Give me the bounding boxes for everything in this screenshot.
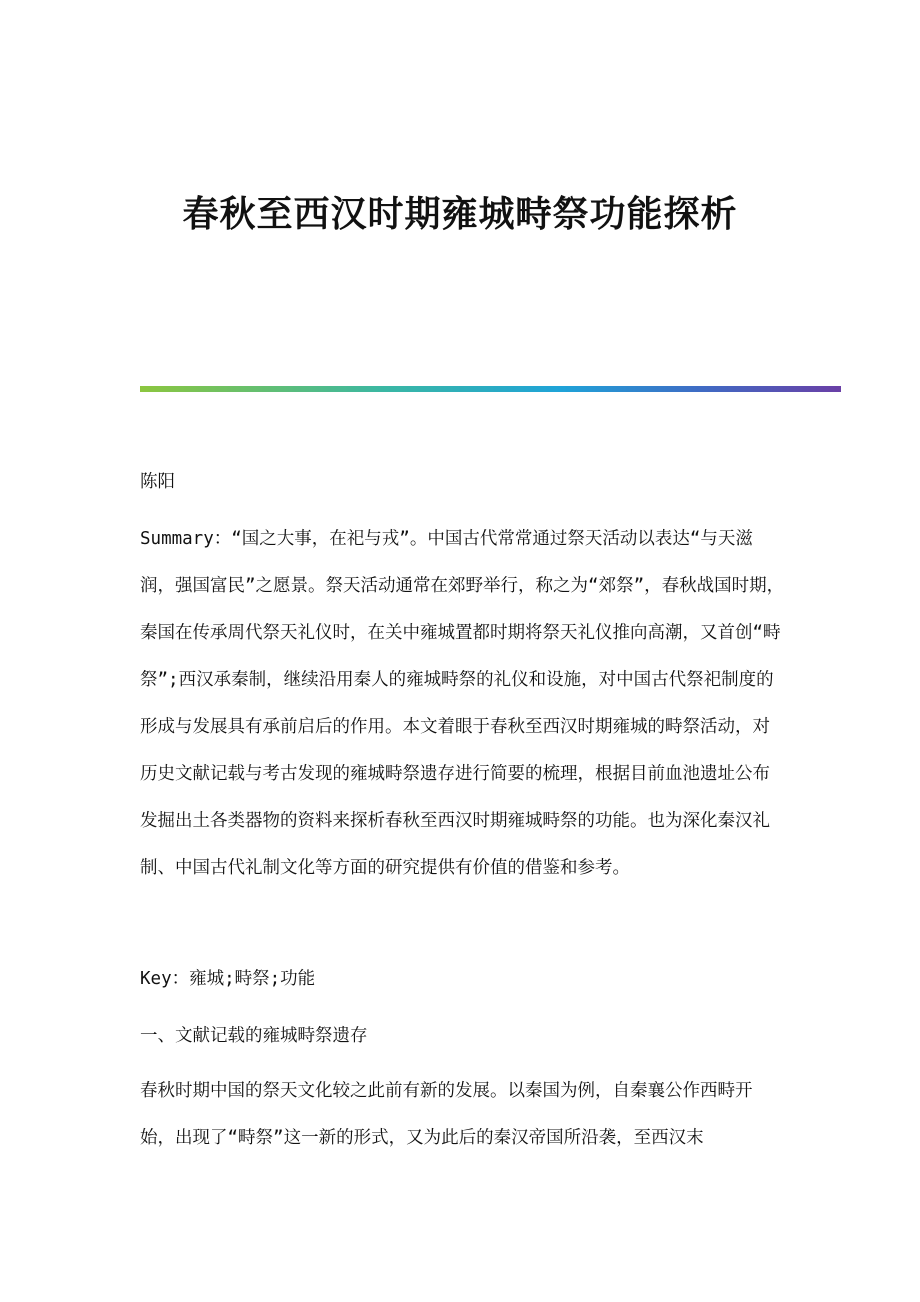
keywords-label: Key： — [140, 969, 190, 989]
summary-label: Summary： — [140, 529, 232, 549]
section-heading: 一、文献记载的雍城畤祭遗存 — [140, 1026, 368, 1046]
summary-text: “国之大事，在祀与戎”。中国古代常常通过祭天活动以表达“与天滋润，强国富民”之愿景。祭天活动通常在郊野举行，称之为“郊祭”，春秋战国时期，秦国在传承周代祭天礼仪时，在关中雍城置都时期将祭天礼仪推向高潮，又首创“畤祭”;西汉承秦制，继续沿用秦人的雍城畤祭的礼仪和设施，对中国古代祭祀制度的形成与发展具有承前启后的作用。本文着眼于春秋至西汉时期雍城的畤祭活动，对历史文献记载与考古发现的雍城畤祭遗存进行简要的梳理，根据目前血池遗址公布发掘出土各类器物的资料来探析春秋至西汉时期雍城畤祭的功能。也为深化秦汉礼制、中国古代礼制文化等方面的研究提供有价值的借鉴和参考。 — [140, 529, 785, 878]
author-name: 陈阳 — [140, 472, 175, 492]
keywords-line — [140, 956, 785, 1003]
body-paragraph: 春秋时期中国的祭天文化较之此前有新的发展。以秦国为例，自秦襄公作西畤开始，出现了“畤祭”这一新的形式，又为此后的秦汉帝国所沿袭，至西汉末 — [140, 1081, 753, 1148]
summary-paragraph — [140, 516, 785, 892]
keywords-text: 雍城;畤祭;功能 — [189, 969, 316, 989]
gradient-divider — [140, 386, 841, 392]
document-title: 春秋至西汉时期雍城畤祭功能探析 — [182, 193, 738, 235]
